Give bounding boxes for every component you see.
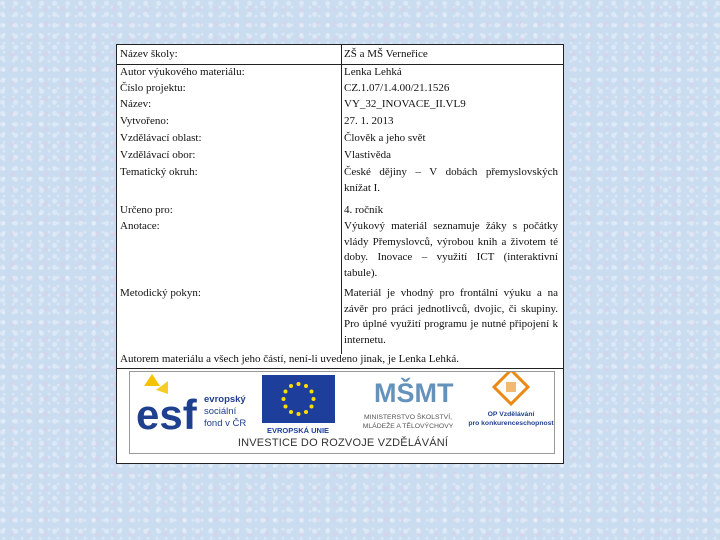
row-label: Číslo projektu: (120, 82, 186, 94)
row-label: Vzdělávací obor: (120, 149, 196, 161)
eu-star-icon (297, 412, 301, 416)
esf-star-icon (144, 374, 160, 386)
op-text-1: OP Vzdělávání (487, 411, 535, 418)
eu-star-icon (289, 384, 293, 388)
row-value: CZ.1.07/1.4.00/21.1526 (344, 82, 450, 94)
row-label: Autor výukového materiálu: (120, 66, 245, 78)
op-logo (468, 372, 554, 427)
esf-text-3: fond v ČR (204, 418, 247, 429)
esf-text-1: evropský (204, 394, 246, 405)
row-label: Tematický okruh: (120, 166, 198, 178)
logo-bar (129, 371, 555, 454)
row-label: Název školy: (120, 48, 178, 60)
eu-star-icon (310, 405, 314, 409)
row-label: Anotace: (120, 220, 160, 232)
row-value: 27. 1. 2013 (344, 115, 394, 127)
eu-star-icon (284, 405, 288, 409)
esf-mark: esf (136, 391, 197, 436)
op-square-icon (506, 382, 516, 392)
row-label: Určeno pro: (120, 204, 173, 216)
msmt-mark: MŠMT (374, 378, 454, 408)
eu-star-icon (304, 384, 308, 388)
author-footer: Autorem materiálu a všech jeho částí, není-li uvedeno jinak, je Lenka Lehká. (120, 353, 460, 365)
row-label: Metodický pokyn: (120, 287, 201, 299)
msmt-text-2: MLÁDEŽE A TĚLOVÝCHOVY (362, 423, 454, 430)
row-value: Lenka Lehká (344, 66, 402, 78)
eu-star-icon (282, 397, 286, 401)
eu-caption: EVROPSKÁ UNIE (266, 426, 330, 435)
eu-star-icon (289, 410, 293, 414)
row-value: České dějiny – V dobách přemyslovských knížat I. (344, 166, 558, 194)
esf-logo (136, 374, 246, 436)
msmt-text-1: MINISTERSTVO ŠKOLSTVÍ, (364, 414, 452, 421)
row-value: Vlastivěda (344, 149, 392, 161)
row-value: VY_32_INOVACE_II.VL9 (344, 98, 466, 110)
eu-star-icon (297, 382, 301, 386)
row-value: ZŠ a MŠ Verneřice (344, 48, 428, 60)
investment-banner: INVESTICE DO ROZVOJE VZDĚLÁVÁNÍ (237, 437, 449, 449)
row-value: Člověk a jeho svět (344, 132, 426, 144)
msmt-logo (363, 377, 454, 430)
column-divider (341, 45, 342, 354)
row-value: 4. ročník (344, 204, 384, 216)
row-value: Výukový materiál seznamuje žáky s počátky vlády Přemyslovců, výrobou knih a životem té doby. Inovace – využití ICT (interaktivní tabule). (344, 220, 558, 279)
eu-logo (262, 375, 335, 435)
eu-star-icon (284, 390, 288, 394)
eu-star-icon (304, 410, 308, 414)
row-value: Materiál je vhodný pro frontální výuku a na závěr pro práci jednotlivců, dvojic, či skupiny. Pro úplné využití programu je nutné připojení k internetu. (344, 287, 558, 346)
project-info-sheet (116, 44, 564, 464)
logo-strip (130, 372, 556, 436)
row-label: Název: (120, 98, 152, 110)
esf-text-2: sociální (204, 406, 237, 417)
footer-divider (117, 368, 563, 369)
row-label: Vytvořeno: (120, 115, 169, 127)
eu-star-icon (310, 390, 314, 394)
op-text-2: pro konkurenceschopnost (468, 420, 554, 427)
eu-star-icon (312, 397, 316, 401)
row-label: Vzdělávací oblast: (120, 132, 202, 144)
